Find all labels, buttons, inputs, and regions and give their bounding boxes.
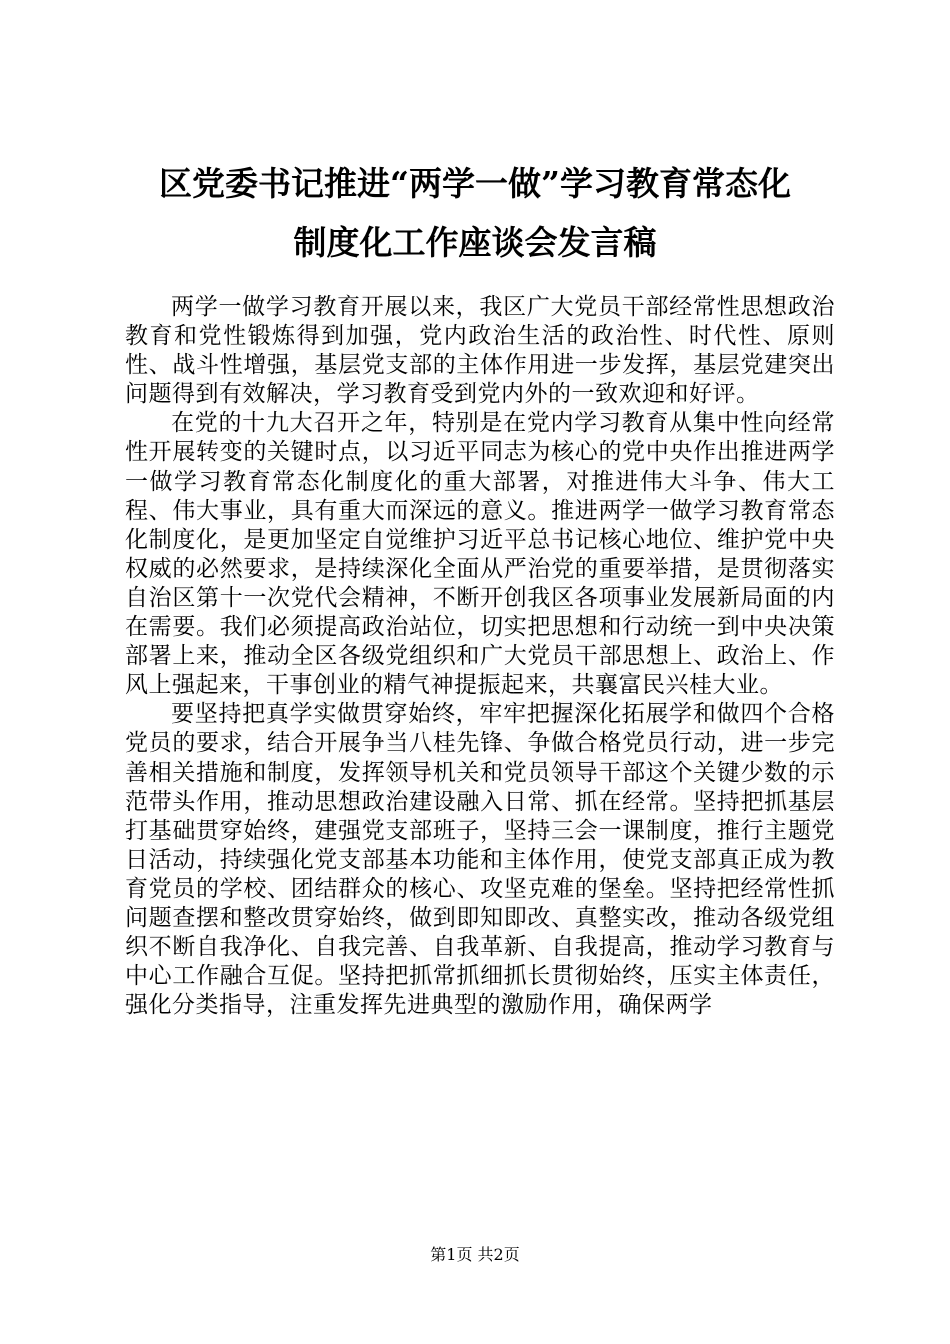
paragraph-2: 在党的十九大召开之年，特别是在党内学习教育从集中性向经常性开展转变的关键时点，以习近平同志为核心的党中央作出推进两学一做学习教育常态化制度化的重大部署，对推进伟大斗争、伟大工程、伟大事业，具有重大而深远的意义。推进两学一做学习教育常态化制度化，是更加坚定自觉维护习近平总书记核心地位、维护党中央权威的必然要求，是持续深化全面从严治党的重要举措，是贯彻落实自治区第十一次党代会精神，不断开创我区各项事业发展新局面的内在需要。我们必须提高政治站位，切实把思想和行动统一到中央决策部署上来，推动全区各级党组织和广大党员干部思想上、政治上、作风上强起来，干事创业的精气神提振起来，共襄富民兴桂大业。 <box>125 410 835 699</box>
document-title-line-2: 制度化工作座谈会发言稿 <box>293 223 657 262</box>
page-number-footer: 第1页 共2页 <box>430 1245 520 1264</box>
document-body <box>125 293 835 1020</box>
paragraph-3: 要坚持把真学实做贯穿始终，牢牢把握深化拓展学和做四个合格党员的要求，结合开展争当八桂先锋、争做合格党员行动，进一步完善相关措施和制度，发挥领导机关和党员领导干部这个关键少数的示范带头作用，推动思想政治建设融入日常、抓在经常。坚持把抓基层打基础贯穿始终，建强党支部班子，坚持三会一课制度，推行主题党日活动，持续强化党支部基本功能和主体作用，使党支部真正成为教育党员的学校、团结群众的核心、攻坚克难的堡垒。坚持把经常性抓问题查摆和整改贯穿始终，做到即知即改、真整实改，推动各级党组织不断自我净化、自我完善、自我革新、自我提高，推动学习教育与中心工作融合互促。坚持把抓常抓细抓长贯彻始终，压实主体责任，强化分类指导，注重发挥先进典型的激励作用，确保两学 <box>125 701 835 1019</box>
paragraph-1: 两学一做学习教育开展以来，我区广大党员干部经常性思想政治教育和党性锻炼得到加强，党内政治生活的政治性、时代性、原则性、战斗性增强，基层党支部的主体作用进一步发挥，基层党建突出问题得到有效解决，学习教育受到党内外的一致欢迎和好评。 <box>125 294 835 408</box>
document-title-line-1: 区党委书记推进“两学一做”学习教育常态化 <box>159 164 791 203</box>
